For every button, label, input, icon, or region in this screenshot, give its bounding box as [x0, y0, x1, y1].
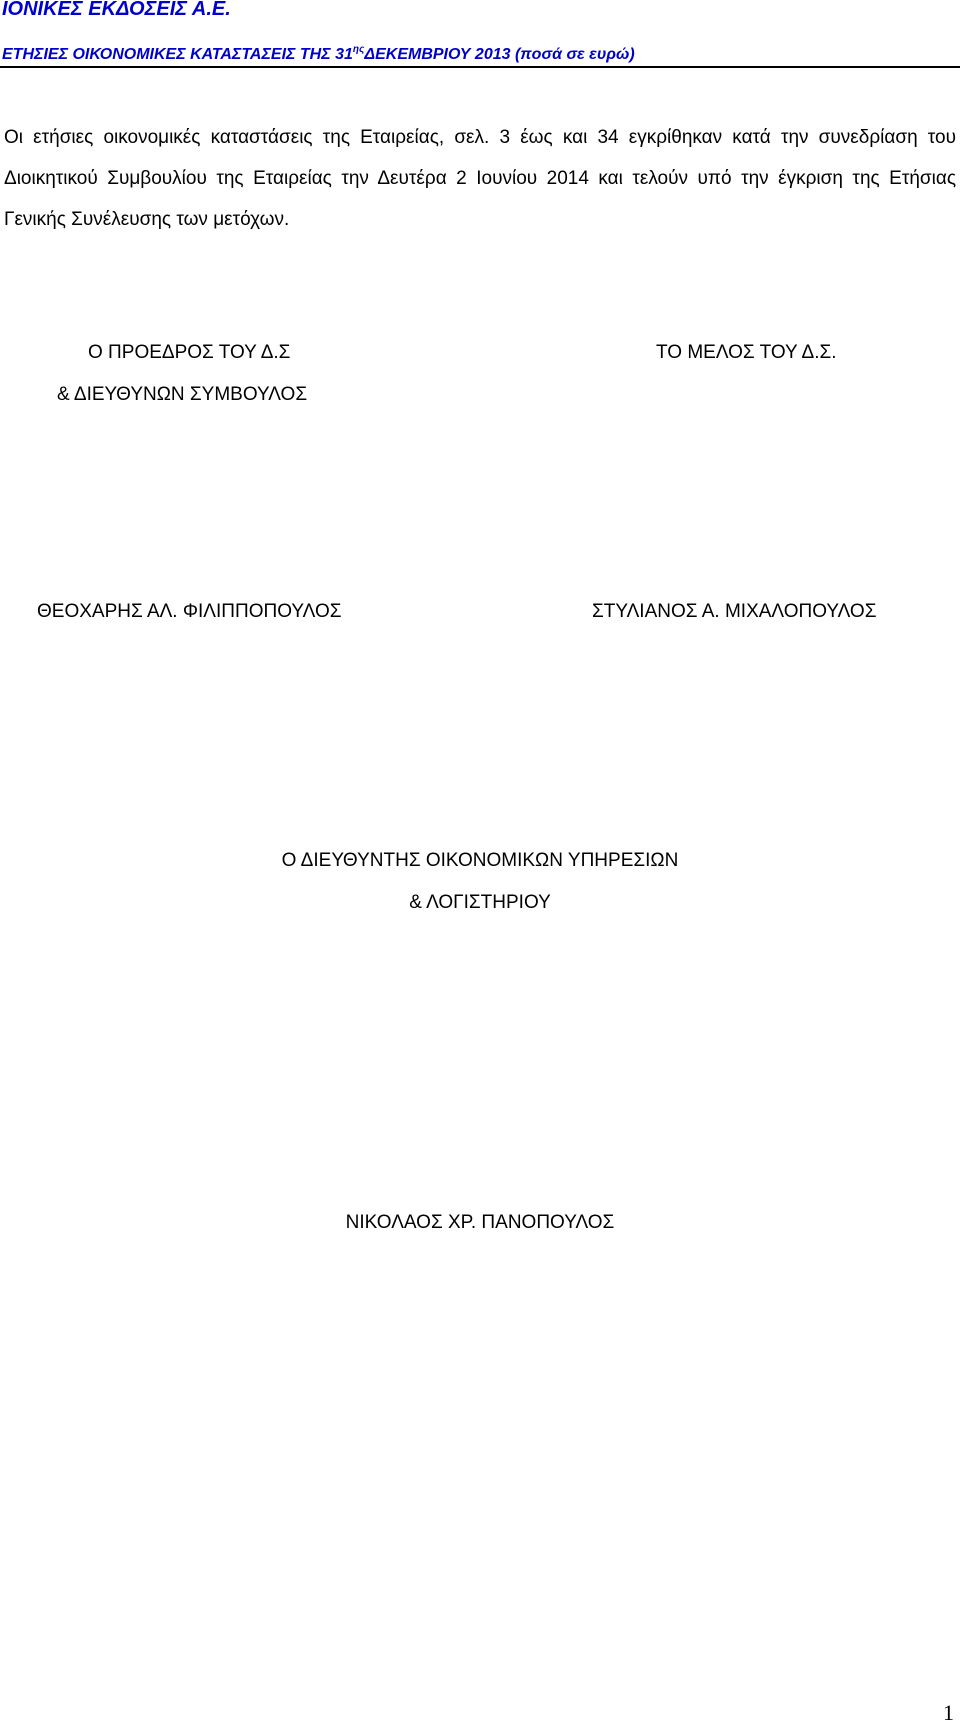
chairman-name: ΘΕΟΧΑΡΗΣ ΑΛ. ΦΙΛΙΠΠΟΠΟΥΛΟΣ: [37, 601, 342, 622]
member-title: ΤΟ ΜΕΛΟΣ ΤΟΥ Δ.Σ.: [656, 342, 837, 363]
subtitle-main: ΕΤΗΣΙΕΣ ΟΙΚΟΝΟΜΙΚΕΣ ΚΑΤΑΣΤΑΣΕΙΣ ΤΗΣ 31: [2, 46, 353, 63]
company-name: ΙΟΝΙΚΕΣ ΕΚΔΟΣΕΙΣ Α.Ε.: [2, 0, 231, 20]
chairman-title-line2: & ΔΙΕΥΘΥΝΩΝ ΣΥΜΒΟΥΛΟΣ: [57, 384, 308, 405]
document-subtitle: [2, 44, 635, 64]
director-name: ΝΙΚΟΛΑΟΣ ΧΡ. ΠΑΝΟΠΟΥΛΟΣ: [345, 1212, 615, 1233]
subtitle-rest: ΔΕΚΕΜΒΡΙΟΥ 2013 (ποσά σε ευρώ): [364, 46, 635, 63]
director-title-line2: & ΛΟΓΙΣΤΗΡΙΟΥ: [409, 892, 551, 913]
subtitle-ordinal-suffix: ης: [352, 44, 365, 55]
member-name: ΣΤΥΛΙΑΝΟΣ Α. ΜΙΧΑΛΟΠΟΥΛΟΣ: [592, 601, 877, 622]
header-divider: [0, 66, 960, 68]
director-title-line1: Ο ΔΙΕΥΘΥΝΤΗΣ ΟΙΚΟΝΟΜΙΚΩΝ ΥΠΗΡΕΣΙΩΝ: [281, 850, 679, 871]
chairman-title-line1: Ο ΠΡΟΕΔΡΟΣ ΤΟΥ Δ.Σ: [88, 342, 291, 363]
approval-paragraph: Οι ετήσιες οικονομικές καταστάσεις της Εταιρείας, σελ. 3 έως και 34 εγκρίθηκαν κατά την συνεδρίαση του Διοικητικού Συμβουλίου της Εταιρείας την Δευτέρα 2 Ιουνίου 2014 και τελούν υπό την έγκριση της Ετήσιας Γενικής Συνέλευσης των μετόχων.: [4, 127, 956, 230]
page-number: 1: [943, 1700, 954, 1725]
